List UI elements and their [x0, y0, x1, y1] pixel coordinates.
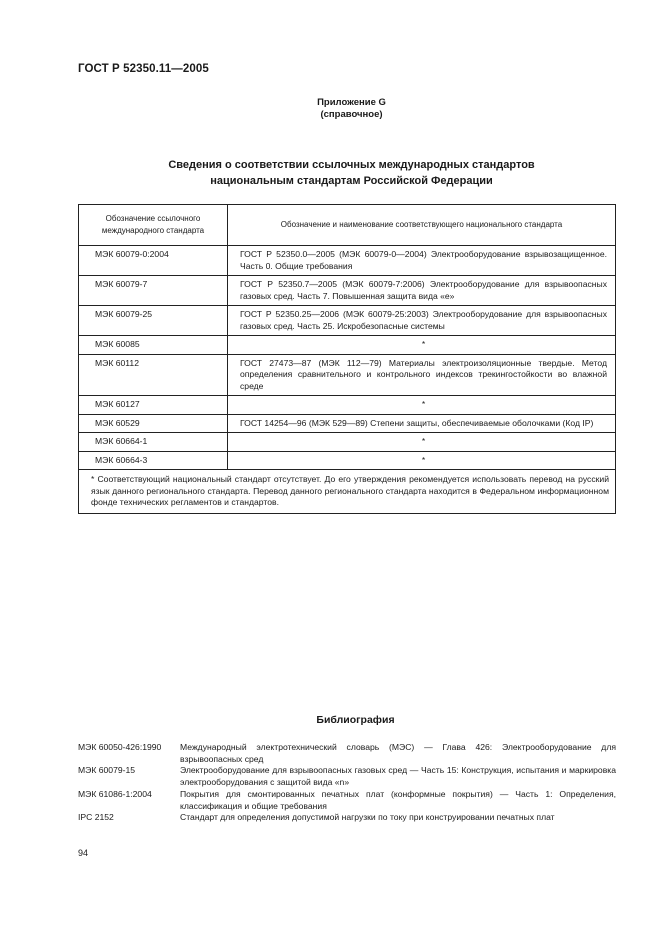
correspondence-table: [78, 204, 616, 514]
table-cell-code: МЭК 60529: [79, 414, 228, 433]
table-cell-code: МЭК 60079-0:2004: [79, 246, 228, 276]
table-footnote-row: [79, 470, 616, 514]
table-cell-name: ГОСТ Р 52350.0—2005 (МЭК 60079-0—2004) Электрооборудование взрывозащищенное. Часть 0. Общие требования: [228, 246, 616, 276]
document-id: ГОСТ Р 52350.11—2005: [78, 63, 209, 75]
table-row: [79, 396, 616, 415]
bibliography-text: Международный электротехнический словарь (МЭС) — Глава 426: Электрооборудование для взрывоопасных сред: [180, 742, 616, 764]
table-row: [79, 433, 616, 452]
table-row: [79, 336, 616, 355]
list-item: [78, 789, 616, 812]
table-row: [79, 306, 616, 336]
bibliography-title: [0, 714, 661, 726]
annex-title: Приложение G: [317, 97, 386, 108]
table-row: [79, 354, 616, 396]
heading-line-2: национальным стандартам Российской Федерации: [210, 175, 493, 187]
bibliography-title-text: Библиография: [316, 714, 395, 726]
bibliography-code: МЭК 60050-426:1990: [78, 742, 162, 752]
heading-line-1: Сведения о соответствии ссылочных международных стандартов: [168, 159, 535, 171]
table-cell-name: *: [228, 396, 616, 415]
table-row: [79, 451, 616, 470]
list-item: [78, 812, 616, 824]
table-cell-code: МЭК 60127: [79, 396, 228, 415]
annex-type: (справочное): [320, 109, 383, 120]
bibliography-text: Стандарт для определения допустимой нагрузки по току при конструировании печатных плат: [180, 812, 555, 823]
table-cell-name: *: [228, 336, 616, 355]
column-header-national: Обозначение и наименование соответствующего национального стандарта: [228, 205, 616, 246]
table-cell-code: МЭК 60112: [79, 354, 228, 396]
bibliography-code: МЭК 61086-1:2004: [78, 788, 152, 799]
table-cell-code: МЭК 60664-1: [79, 433, 228, 452]
table-footnote: * Соответствующий национальный стандарт отсутствует. До его утверждения рекомендуется использовать перевод на русский язык данного регионального стандарта. Перевод данного регионального стандарта находится в Федеральном информационном фонде технических регламентов и стандартов.: [79, 470, 616, 514]
bibliography-code: IPC 2152: [78, 812, 114, 823]
table-cell-name: ГОСТ 14254—96 (МЭК 529—89) Степени защиты, обеспечиваемые оболочками (Код IP): [228, 414, 616, 433]
table-cell-code: МЭК 60085: [79, 336, 228, 355]
table-row: [79, 414, 616, 433]
bibliography-list: [78, 742, 616, 824]
page-number: 94: [78, 848, 89, 858]
table-cell-name: ГОСТ 27473—87 (МЭК 112—79) Материалы электроизоляционные твердые. Метод определения сравнительного и контрольного индексов трекингостойкости во влажной среде: [228, 354, 616, 396]
table-cell-name: ГОСТ Р 52350.7—2005 (МЭК 60079-7:2006) Электрооборудование для взрывоопасных газовых сред. Часть 7. Повышенная защита вида «е»: [228, 276, 616, 306]
bibliography-text: Покрытия для смонтированных печатных плат (конформные покрытия) — Часть 1: Определения, классификация и общие требования: [180, 788, 616, 811]
table-row: [79, 276, 616, 306]
table-cell-name: *: [228, 451, 616, 470]
annex-heading: [0, 97, 661, 121]
table-cell-code: МЭК 60079-25: [79, 306, 228, 336]
table-row: [79, 246, 616, 276]
table-cell-name: *: [228, 433, 616, 452]
list-item: [78, 765, 616, 788]
table-header-row: [79, 205, 616, 246]
section-heading: [0, 157, 661, 189]
list-item: [78, 742, 616, 765]
table-cell-code: МЭК 60664-3: [79, 451, 228, 470]
column-header-international: Обозначение ссылочного международного стандарта: [79, 205, 228, 246]
bibliography-text: Электрооборудование для взрывоопасных газовых сред — Часть 15: Конструкция, испытания и маркировка электрооборудования с защитой вида «n»: [180, 765, 616, 788]
table-cell-code: МЭК 60079-7: [79, 276, 228, 306]
bibliography-code: МЭК 60079-15: [78, 765, 136, 776]
table-cell-name: ГОСТ Р 52350.25—2006 (МЭК 60079-25:2003) Электрооборудование для взрывоопасных газовых сред. Часть 25. Искробезопасные системы: [228, 306, 616, 336]
